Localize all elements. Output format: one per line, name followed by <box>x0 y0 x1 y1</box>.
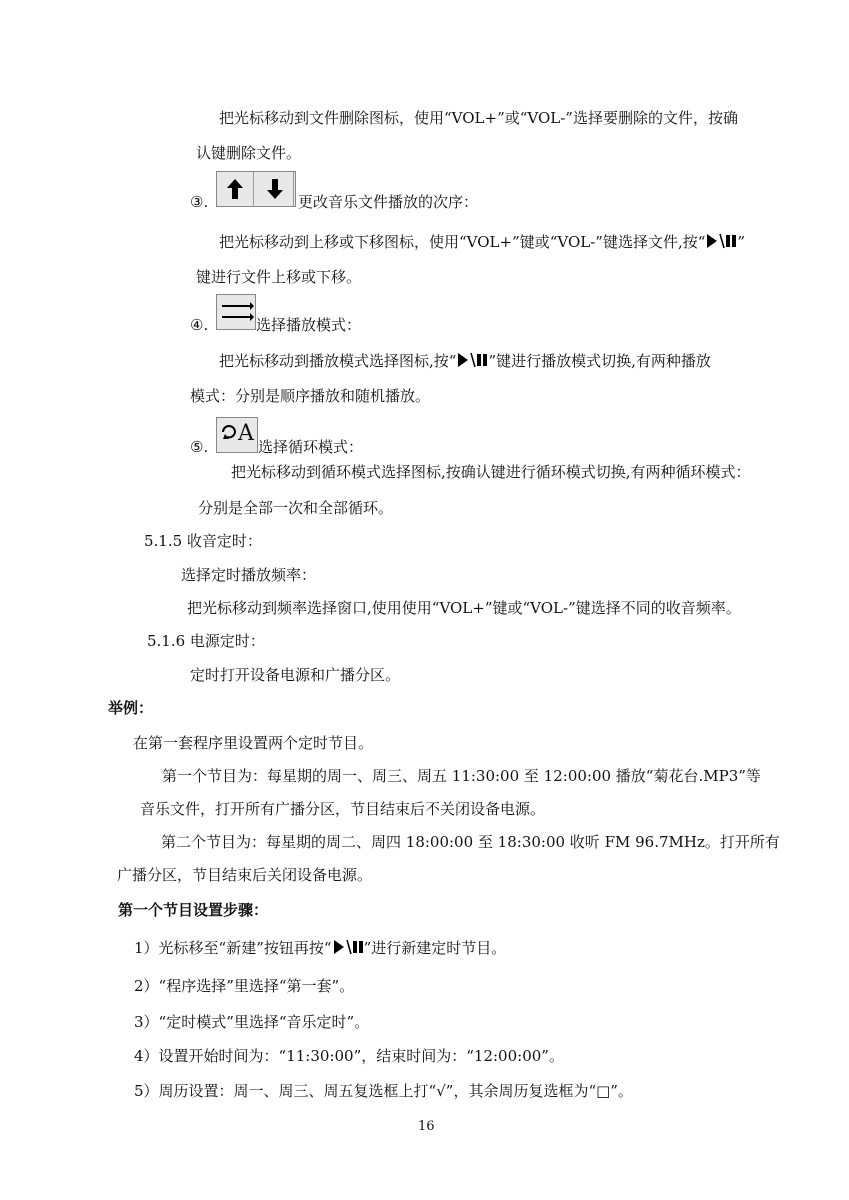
paragraph-playmode-line2: 模式：分别是顺序播放和随机播放。 <box>190 387 431 405</box>
paragraph-delete-line1: 把光标移动到文件删除图标，使用“VOL+”或“VOL-”选择要删除的文件，按确 <box>219 109 738 127</box>
example-line2: 第一个节目为：每星期的周一、周三、周五 11:30:00 至 12:00:00 播放“菊花台.MP3”等 <box>162 767 761 785</box>
step-1 <box>134 938 506 958</box>
step-1-text-b: ”进行新建定时节目。 <box>363 939 507 957</box>
item4-text: 选择播放模式： <box>256 316 362 334</box>
paragraph-playmode-line1 <box>219 351 711 371</box>
step-5: 5）周历设置：周一、周三、周五复选框上打“√”，其余周历复选框为“□”。 <box>134 1082 633 1100</box>
paragraph-reorder-line2: 键进行文件上移或下移。 <box>196 268 362 286</box>
item5-number: ⑤. <box>190 438 209 456</box>
step-4: 4）设置开始时间为：“11:30:00”，结束时间为：“12:00:00”。 <box>134 1047 564 1065</box>
paragraph-playmode-text-a: 把光标移动到播放模式选择图标,按“ <box>219 352 457 370</box>
paragraph-delete-line2: 认键删除文件。 <box>196 144 302 162</box>
move-up-down-icon <box>216 171 296 207</box>
arrow-up-icon <box>217 172 254 206</box>
step-3: 3）“定时模式”里选择“音乐定时”。 <box>134 1013 370 1031</box>
paragraph-reorder-text-a: 把光标移动到上移或下移图标，使用“VOL+”键或“VOL-”键选择文件,按“ <box>219 233 706 251</box>
play-pause-icon <box>705 233 737 249</box>
example-line3: 音乐文件，打开所有广播分区，节目结束后不关闭设备电源。 <box>140 800 546 818</box>
paragraph-reorder-text-b: ” <box>737 233 746 251</box>
paragraph-515-line1: 选择定时播放频率： <box>181 566 317 584</box>
loop-mode-icon-letter: A <box>238 421 254 446</box>
page-number: 16 <box>418 1119 435 1134</box>
paragraph-reorder-line1 <box>219 232 745 252</box>
item3-text: 更改音乐文件播放的次序： <box>298 193 479 211</box>
play-mode-icon <box>216 294 256 330</box>
steps-heading: 第一个节目设置步骤： <box>118 901 269 919</box>
example-line1: 在第一套程序里设置两个定时节目。 <box>133 734 374 752</box>
paragraph-515-line2: 把光标移动到频率选择窗口,使用使用“VOL+”键或“VOL-”键选择不同的收音频率。 <box>187 599 741 617</box>
section-heading-516: 5.1.6 电源定时： <box>147 632 265 650</box>
item5-text: 选择循环模式： <box>258 438 364 456</box>
loop-mode-icon <box>216 417 258 453</box>
step-2: 2）“程序选择”里选择“第一套”。 <box>134 977 355 995</box>
example-heading: 举例： <box>108 699 154 717</box>
item4-number: ④. <box>190 316 209 334</box>
paragraph-playmode-text-b: ”键进行播放模式切换,有两种播放 <box>488 352 711 370</box>
play-pause-icon <box>456 352 488 368</box>
play-pause-icon <box>332 939 364 955</box>
paragraph-516: 定时打开设备电源和广播分区。 <box>190 666 401 684</box>
paragraph-loopmode-line1: 把光标移动到循环模式选择图标,按确认键进行循环模式切换,有两种循环模式： <box>231 463 751 481</box>
example-line5: 广播分区，节目结束后关闭设备电源。 <box>117 866 373 884</box>
arrow-down-icon <box>257 172 294 206</box>
item3-number: ③. <box>190 193 209 211</box>
section-heading-515: 5.1.5 收音定时： <box>144 532 262 550</box>
example-line4: 第二个节目为：每星期的周二、周四 18:00:00 至 18:30:00 收听 FM 96.7MHz。打开所有 <box>161 833 780 851</box>
step-1-text-a: 1）光标移至“新建”按钮再按“ <box>134 939 332 957</box>
paragraph-loopmode-line2: 分别是全部一次和全部循环。 <box>198 499 394 517</box>
